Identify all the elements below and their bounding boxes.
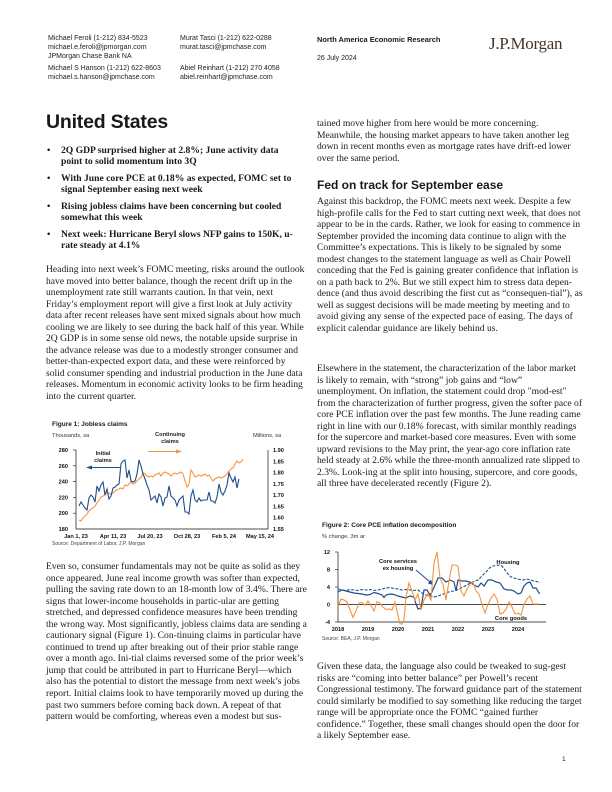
svg-text:Apr 11, 23: Apr 11, 23 [99, 534, 127, 540]
paragraph-housing: tained move higher from here would be more concerning. Meanwhile, the housing market appears to have taken another leg down in recent months even as mortgage rates have drift-ed lower over the same period. [317, 118, 571, 164]
continuing-claims-arrow [148, 450, 182, 454]
key-point: • With June core PCE at 0.18% as expected, FOMC set to signal September easing next week [46, 173, 301, 195]
svg-text:12: 12 [323, 550, 330, 556]
svg-text:Feb 5, 24: Feb 5, 24 [212, 534, 236, 540]
figure1-x-axis [64, 529, 275, 540]
svg-text:2020: 2020 [391, 627, 405, 633]
author-feroli-entity: JPMorgan Chase Bank NA [48, 53, 132, 61]
svg-text:1.55: 1.55 [273, 527, 284, 533]
author-tasci: Murat Tasci (1-212) 622-0288 [180, 35, 272, 42]
svg-text:240: 240 [58, 479, 68, 486]
svg-text:8: 8 [326, 567, 330, 574]
svg-text:Oct 28, 23: Oct 28, 23 [173, 534, 201, 540]
figure2-title: Figure 2: Core PCE inflation decomposition [322, 522, 457, 529]
svg-text:1.75: 1.75 [273, 481, 284, 488]
svg-text:Jul 20, 23: Jul 20, 23 [137, 534, 163, 540]
figure1-left-unit: Thousands, sa [52, 433, 90, 439]
figure1-chart [46, 440, 296, 542]
core-services-label: Core services [378, 559, 418, 565]
svg-text:1.65: 1.65 [273, 504, 284, 511]
svg-text:1.70: 1.70 [273, 493, 284, 500]
section-heading-fed: Fed on track for September ease [317, 178, 504, 192]
svg-text:2024: 2024 [511, 627, 525, 633]
figure1-left-axis [59, 448, 76, 533]
continuing-claims-label: Continuing claims [154, 432, 185, 445]
svg-text:1.80: 1.80 [273, 470, 284, 477]
figure1-title: Figure 1: Jobless claims [52, 421, 128, 428]
initial-claims-arrow [86, 466, 120, 470]
paragraph-fomc: Against this backdrop, the FOMC meets next week. Despite a few high-profile calls for the Fed to start cutting next week, that does not appear to be in the cards. Rather, we look for easing to commence in September provided the incoming data continue to align with the Committee’s expectations. This is likely to be signaled by some modest changes to the statement language as well as Chair Powell conceding that the Fed is gaining greater confidence that inflation is on a path back to 2%. But we still expect him to stress data depen-dence (and thus avoid describing the first cut as “consequen-tial”), as well as suggest decisions will be made meeting by meeting and to avoid giving any sense of the expected pace of easing. The days of explicit calendar guidance are likely behind us. [317, 196, 583, 335]
svg-text:200: 200 [58, 511, 68, 518]
figure1-right-axis [268, 448, 284, 533]
paragraph-consumer: Even so, consumer fundamentals may not be quite as solid as they once appeared. June real income growth was softer than expected, pulling the saving rate down to an 18-month low of 3.4%. There are signs that lower-income households in partic-ular are getting stretched, and depressed confidence measures have been trending the wrong way. Most significantly, jobless claims data are sending a cautionary signal (Figure 1). Con-tinuing claims in particular have continued to trend up after breaking out of their prior stable range over a month ago. Ini-tial claims reversed some of the prior week’s jump that could be attributed in part to Hurricane Beryl—which also has the potential to distort the message from next week’s jobs report. Initial claims look to have temporarily moved up during the past two summers before coming back down. A repeat of that pattern would be comforting, whereas even a modest but sus- [46, 561, 307, 723]
author-block-left [48, 34, 161, 82]
author-feroli-email[interactable]: michael.e.feroli@jpmorgan.com [48, 44, 147, 52]
figure1-right-unit: Millions, sa [253, 433, 282, 439]
svg-text:280: 280 [58, 448, 68, 454]
svg-text:2019: 2019 [361, 627, 375, 633]
figure2-x-axis [332, 622, 546, 633]
svg-text:220: 220 [58, 495, 68, 502]
key-point: • 2Q GDP surprised higher at 2.8%; June activity data point to solid momentum into 3Q [46, 145, 301, 167]
core-goods-label: Core goods [494, 616, 528, 622]
initial-claims-line [79, 460, 239, 514]
svg-text:2018: 2018 [331, 627, 345, 633]
paragraph-statement: Elsewhere in the statement, the characterization of the labor market is likely to remain, with “strong” job gains and “low” unemployment. On inflation, the statement could drop "mod-est" from the characterization of further progress, given the softer pace of core PCE inflation over the past few months. The June reading came right in line with our 0.18% forecast, with similar monthly readings for the supercore and market-based core measures. Even with some upward revisions to the May print, the year-ago core inflation rate held steady at 2.6% while the three-month annualized rate slipped to 2.3%. Look-ing at the split into housing, supercore, and core goods, all three have decelerated recently (Figure 2). [317, 363, 583, 490]
svg-text:180: 180 [58, 527, 68, 533]
paragraph-intro: Heading into next week’s FOMC meeting, risks around the outlook have moved into better balance, though the recent drift up in the unemployment rate still warrants caution. In that vein, next Friday’s employment report will give a first look at July activity data after recent releases have sent mixed signals about how much cooling we are likely to see during the back half of this year. While 2Q GDP is in some sense old news, the notable upside surprise in the advance release was due to a modestly stronger consumer and better-than-expected export data, and these were reinforced by solid consumer spending and industrial production in the June data releases. Momentum in economic activity looks to be firm heading into the current quarter. [46, 264, 305, 403]
figure2-unit: % change, 3m ar [322, 534, 365, 540]
svg-text:May 15, 24: May 15, 24 [246, 534, 274, 540]
author-reinhart-email[interactable]: abiel.reinhart@jpmchase.com [180, 73, 273, 81]
paragraph-guidance: Given these data, the language also could be tweaked to sug-gest risks are “coming into better balance” per Powell’s recent Congressional testimony. The forward guidance part of the statement could similarly be modified to say something like reducing the target range will be appropriate once the FOMC “gained further confidence.” Together, these small changes should open the door for a likely September ease. [317, 661, 582, 742]
svg-text:1.85: 1.85 [273, 459, 284, 466]
author-block-right [180, 34, 280, 82]
key-point: • Rising jobless claims have been concerning but cooled somewhat this week [46, 201, 301, 223]
initial-claims-label: Initial claims [94, 451, 112, 464]
author-tasci-email[interactable]: murat.tasci@jpmchase.com [180, 44, 267, 52]
housing-label: Housing [496, 560, 520, 566]
figure2-chart [318, 544, 568, 636]
page-title: United States [46, 111, 169, 133]
svg-text:1.90: 1.90 [273, 448, 284, 454]
publication-date: 26 July 2024 [317, 55, 357, 62]
svg-text:1.60: 1.60 [273, 515, 284, 522]
figure1-source: Source: Department of Labor, J.P. Morgan [52, 541, 146, 547]
publication-name: North America Economic Research [317, 35, 441, 44]
jpmorgan-logo: J.P.Morgan [489, 34, 563, 53]
svg-text:Jan 1, 23: Jan 1, 23 [64, 534, 88, 540]
author-hanson-email[interactable]: michael.s.hanson@jpmchase.com [48, 73, 155, 81]
core-services-arrow [416, 570, 433, 585]
svg-text:-4: -4 [325, 620, 330, 626]
svg-text:0: 0 [326, 602, 330, 609]
svg-text:4: 4 [326, 585, 330, 591]
figure2-y-axis [324, 550, 338, 626]
svg-text:2021: 2021 [421, 627, 435, 633]
key-point: • Next week: Hurricane Beryl slows NFP gains to 150K, u-rate steady at 4.1% [46, 229, 301, 251]
core-services-label-2: ex housing [382, 566, 414, 572]
figure2-source: Source: BEA, J.P. Morgan [322, 636, 380, 642]
author-hanson: Michael S Hanson (1-212) 622-8603 [48, 64, 161, 72]
key-points-list [46, 145, 301, 257]
svg-text:260: 260 [58, 463, 68, 470]
author-feroli: Michael Feroli (1-212) 834-5523 [48, 35, 148, 42]
svg-text:2023: 2023 [481, 627, 495, 633]
page-number: 1 [562, 756, 566, 763]
svg-text:2022: 2022 [451, 627, 465, 633]
author-reinhart: Abiel Reinhart (1-212) 270 4058 [180, 64, 280, 72]
